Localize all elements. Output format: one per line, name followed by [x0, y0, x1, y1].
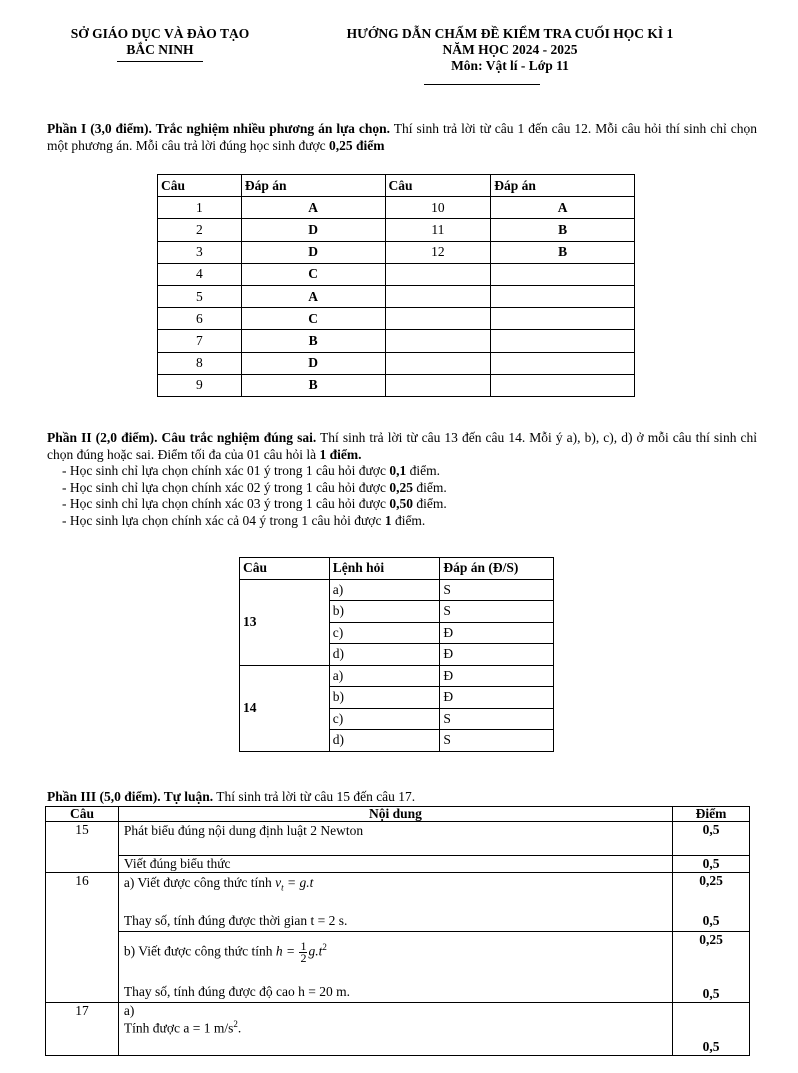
table-header-row	[46, 807, 750, 822]
header-dap-an-2: Đáp án	[491, 175, 635, 197]
table-row	[46, 856, 750, 873]
header-dap-an-1: Đáp án	[241, 175, 385, 197]
criterion-17	[118, 1003, 672, 1056]
part1-heading: Phần I (3,0 điểm). Trắc nghiệm nhiều phương án lựa chọn.	[47, 121, 391, 136]
criterion-points: 0,5	[702, 913, 720, 928]
table-row	[158, 352, 635, 374]
part3-instructions	[47, 789, 415, 805]
answer: D	[241, 219, 385, 241]
answer: B	[491, 241, 635, 263]
item-label: b)	[329, 601, 440, 623]
criterion-calc: Thay số, tính đúng được thời gian t = 2 s.	[123, 913, 348, 928]
list-item: - Học sinh chỉ lựa chọn chính xác 02 ý trong 1 câu hỏi được 0,25 điểm.	[62, 479, 447, 495]
answer: A	[491, 197, 635, 219]
header-dap-an: Đáp án (Đ/S)	[440, 558, 554, 580]
title-line-1: HƯỚNG DẪN CHẤM ĐỀ KIỂM TRA CUỐI HỌC KÌ 1	[346, 26, 674, 41]
part2-heading: Phần II (2,0 điểm). Câu trắc nghiệm đúng sai.	[47, 430, 317, 445]
part2-max-points: 1 điểm.	[319, 447, 362, 462]
answer: A	[241, 285, 385, 307]
title-line-3: Môn: Vật lí - Lớp 11	[451, 58, 569, 73]
header-cau-2: Câu	[385, 175, 491, 197]
table-row	[46, 822, 750, 856]
question-number: 8	[158, 352, 242, 374]
answer: D	[241, 352, 385, 374]
criterion-16a	[118, 873, 672, 932]
criterion-points: 0,5	[673, 856, 750, 873]
question-number: 11	[385, 219, 491, 241]
answer	[491, 285, 635, 307]
department-line-2: BẮC NINH	[126, 42, 194, 57]
table-row	[158, 285, 635, 307]
table-row	[46, 1003, 750, 1056]
header-cau: Câu	[46, 807, 119, 822]
criterion: Phát biểu đúng nội dung định luật 2 Newton	[118, 822, 672, 856]
question-number	[385, 374, 491, 396]
criterion-points-cell	[673, 932, 750, 1003]
question-number: 4	[158, 263, 242, 285]
criterion-points: 0,5	[702, 986, 720, 1001]
answer: C	[241, 308, 385, 330]
table-row	[158, 308, 635, 330]
answer	[491, 308, 635, 330]
title-underline	[424, 84, 540, 85]
criterion: Tính được a = 1 $m/s^2$.	[123, 1019, 242, 1036]
part3-grading-table	[45, 806, 750, 1056]
part2-bullet-list	[62, 463, 447, 529]
criterion-16b	[118, 932, 672, 1003]
table-row	[46, 932, 750, 1003]
table-row	[158, 241, 635, 263]
header-cau-1: Câu	[158, 175, 242, 197]
part3-heading: Phần III (5,0 điểm). Tự luận.	[47, 789, 214, 804]
header-diem: Điểm	[673, 807, 750, 822]
department-line-1: SỞ GIÁO DỤC VÀ ĐÀO TẠO	[70, 26, 250, 41]
part2-answer-table	[239, 557, 554, 752]
question-number	[385, 330, 491, 352]
question-number: 5	[158, 285, 242, 307]
document-title	[300, 26, 720, 74]
item-label: a)	[123, 1003, 135, 1018]
part2-text: Thí sinh trả lời từ câu 13 đến câu 14. Mỗi ý a), b), c), d) ở mỗi câu thí sinh chỉ chọn đúng hoặc sai. Điểm tối đa của 01 câu hỏi là	[47, 430, 757, 462]
answer: C	[241, 263, 385, 285]
question-number: 13	[240, 579, 330, 665]
header-noi-dung: Nội dung	[118, 807, 672, 822]
answer: B	[241, 330, 385, 352]
item-label: b)	[329, 687, 440, 709]
true-false-answer: S	[440, 579, 554, 601]
answer: A	[241, 197, 385, 219]
question-number: 2	[158, 219, 242, 241]
table-row	[158, 219, 635, 241]
true-false-answer: S	[440, 730, 554, 752]
item-label: d)	[329, 730, 440, 752]
department-name	[52, 26, 268, 58]
true-false-answer: S	[440, 708, 554, 730]
table-header-row	[240, 558, 554, 580]
question-number: 7	[158, 330, 242, 352]
part1-answer-table	[157, 174, 635, 397]
part1-instructions	[47, 120, 757, 154]
list-item: - Học sinh lựa chọn chính xác cả 04 ý trong 1 câu hỏi được 1 điểm.	[62, 512, 426, 528]
true-false-answer: Đ	[440, 622, 554, 644]
formula-v: v	[275, 875, 282, 890]
question-number	[385, 352, 491, 374]
question-number: 16	[46, 873, 119, 1003]
table-row	[158, 197, 635, 219]
true-false-answer: Đ	[440, 687, 554, 709]
criterion-points: 0,5	[673, 1003, 750, 1056]
question-number	[385, 308, 491, 330]
item-label: d)	[329, 644, 440, 666]
true-false-answer: S	[440, 601, 554, 623]
answer: D	[241, 241, 385, 263]
answer: B	[491, 219, 635, 241]
criterion-points: 0,5	[673, 822, 750, 856]
question-number: 3	[158, 241, 242, 263]
answer	[491, 330, 635, 352]
criterion-calc: Thay số, tính đúng được độ cao h = 20 m.	[123, 984, 350, 999]
true-false-answer: Đ	[440, 665, 554, 687]
table-row	[158, 330, 635, 352]
criterion-points: 0,25	[699, 873, 723, 888]
list-item: - Học sinh chỉ lựa chọn chính xác 03 ý trong 1 câu hỏi được 0,50 điểm.	[62, 496, 447, 511]
question-number	[385, 285, 491, 307]
table-row	[158, 263, 635, 285]
criterion-points: 0,25	[699, 932, 723, 947]
question-number: 1	[158, 197, 242, 219]
item-label: c)	[329, 622, 440, 644]
table-row	[240, 665, 554, 687]
table-row	[158, 374, 635, 396]
true-false-answer: Đ	[440, 644, 554, 666]
question-number: 9	[158, 374, 242, 396]
criterion: Viết đúng biểu thức	[118, 856, 672, 873]
part1-points: 0,25 điểm	[329, 138, 385, 153]
answer	[491, 352, 635, 374]
item-label: a)	[329, 579, 440, 601]
formula-line: b) Viết được công thức tính h = $\frac{1}{2}$ $g.t^2$	[123, 938, 327, 965]
question-number: 15	[46, 822, 119, 873]
part3-text: Thí sinh trả lời từ câu 15 đến câu 17.	[213, 789, 416, 804]
answer	[491, 374, 635, 396]
question-number	[385, 263, 491, 285]
list-item: - Học sinh chỉ lựa chọn chính xác 01 ý trong 1 câu hỏi được 0,1 điểm.	[62, 463, 440, 478]
answer	[491, 263, 635, 285]
question-number: 14	[240, 665, 330, 751]
title-line-2: NĂM HỌC 2024 - 2025	[442, 42, 578, 57]
fraction: $\frac{1}{2}$	[300, 938, 307, 965]
criterion-points-cell	[673, 873, 750, 932]
header-cau: Câu	[240, 558, 330, 580]
answer: B	[241, 374, 385, 396]
part1-text: Thí sinh trả lời từ câu 1 đến câu 12. Mỗi câu hỏi thí sinh chỉ chọn một phương án. Mỗi câu trả lời đúng học sinh được	[47, 121, 757, 153]
table-row	[46, 873, 750, 932]
question-number: 17	[46, 1003, 119, 1056]
question-number: 6	[158, 308, 242, 330]
formula-line: a) Viết được công thức tính $v_t = g.t$	[123, 875, 314, 893]
question-number: 10	[385, 197, 491, 219]
department-underline	[117, 61, 203, 62]
table-row	[240, 579, 554, 601]
table-header-row	[158, 175, 635, 197]
item-label: a)	[329, 665, 440, 687]
question-number: 12	[385, 241, 491, 263]
part2-instructions	[47, 429, 757, 463]
item-label: c)	[329, 708, 440, 730]
header-lenh-hoi: Lệnh hỏi	[329, 558, 440, 580]
